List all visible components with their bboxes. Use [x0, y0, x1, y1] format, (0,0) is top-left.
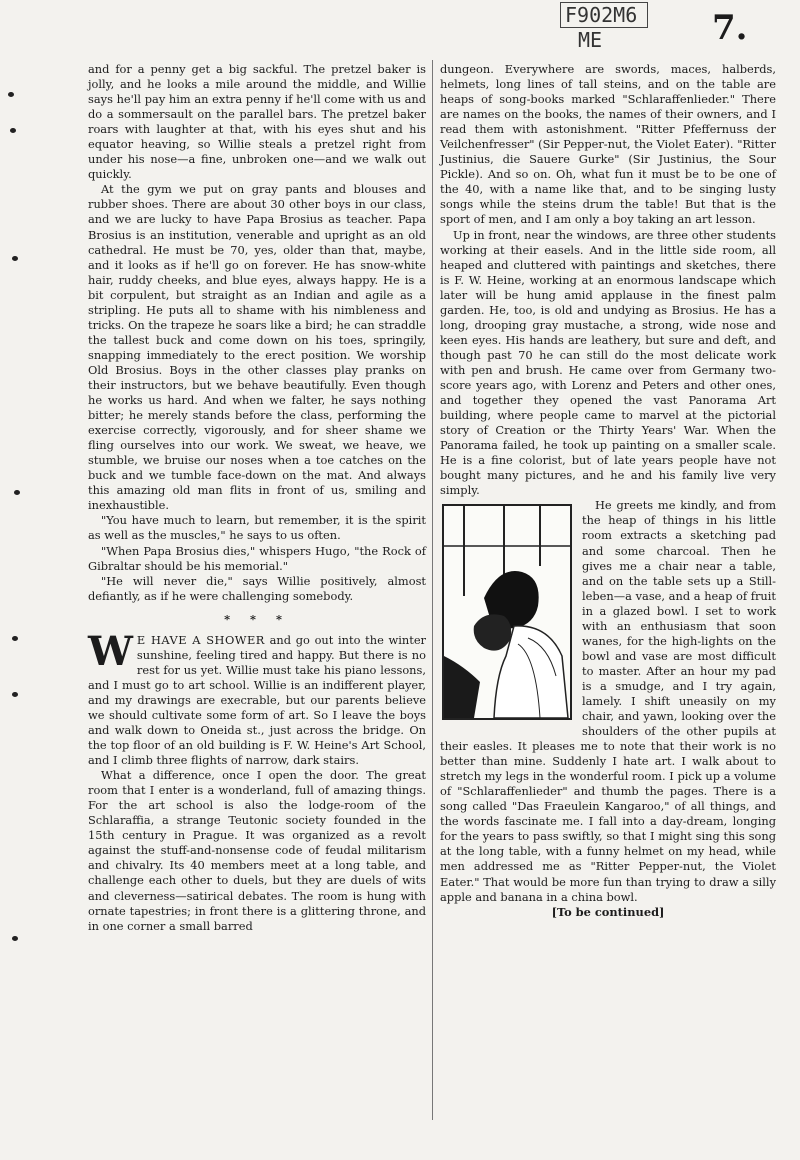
page-number: 7.	[712, 8, 748, 48]
to-be-continued: [To be continued]	[551, 904, 665, 919]
margin-mark	[12, 936, 18, 941]
column-rule	[432, 60, 433, 1120]
right-column	[440, 62, 776, 920]
margin-mark	[12, 256, 18, 261]
paragraph: "He will never die," says Willie positively, almost defiantly, as if he were challenging somebody.	[88, 573, 426, 603]
art-student-sketch-icon	[444, 506, 570, 718]
section-separator: * * *	[224, 611, 290, 626]
margin-mark	[14, 490, 20, 495]
lead-in: E HAVE A SHOWER	[136, 632, 265, 647]
paragraph: Up in front, near the windows, are three other students working at their easels. And in the little side room, all heaped and cluttered with paintings and sketches, there is F. W. Heine, working at an enormous landscape which later will be hung amid applause in the finest palm garden. He, too, is old and undying as Brosius. He has a long, drooping gray mustache, a strong, wide nose and keen eyes. His hands are leathery, but sure and deft, and though past 70 he can still do the most delicate work with pen and brush. He came over from Germany two-score years ago, with Lorenz and Peters and other ones, and together they opened the vast Panorama Art building, where people came to marvel at the pictorial story of Creation or the Thirty Years' War. When the Panorama failed, he took up painting on a smaller scale. He is a fine colorist, but of late years people have not bought many pictures, and he and his family live very simply.	[440, 227, 776, 498]
paragraph-text: He greets me kindly, and from the heap of things in his little room extracts a sketching pad and some charcoal. Then he gives me a chair near a table, and on the table sets up a Still-leben—a vase, and a heap of fruit in a glazed bowl. I set to work with an enthusiasm that soon wanes, for the high-lights on the bowl and vase are most difficult to master. After an hour my pad is a smudge, and I try again, lamely. I shift uneasily on my chair, and yawn, looking over the shoulders of the other pupils at their easles. It pleases me to note that their work is no better than mine. Suddenly I hate art. I walk about to stretch my legs in the wonderful room. I pick up a volume of "Schlaraffenlieder" and thumb the pages. There is a song called "Das Fraeulein Kangaroo," of all things, and the words fascinate me. I fall into a day-dream, longing for the years to pass swiftly, so that I might sing this song at the long table, with a funny helmet on my head, while men addressed me as "Ritter Pepper-nut, the Violet Eater." That would be more fun than trying to draw a silly apple and banana in a china bowl.	[440, 498, 776, 904]
paragraph-with-illustration	[440, 498, 776, 904]
paragraph: What a difference, once I open the door. The great room that I enter is a wonderland, full of amazing things. For the art school is also the lodge-room of the Schlaraffia, a strange Teutonic society founded in the 15th century in Prague. It was organized as a revolt against the stuff-and-nonsense code of feudal militarism and chivalry. Its 40 members meet at a long table, and challenge each other to duels, but they are duels of wits and cleverness—satirical debates. The room is hung with ornate tapestries; in front there is a glittering throne, and in one corner a small barred	[88, 768, 426, 933]
drop-cap: W	[88, 627, 133, 675]
paragraph: At the gym we put on gray pants and blouses and rubber shoes. There are about 30 other boys in our class, and we are lucky to have Papa Brosius as teacher. Papa Brosius is an institution, venerable and upright as an old cathedral. He must be 70, yes, older than that, maybe, and it looks as if he'll go on forever. He has snow-white hair, ruddy cheeks, and blue eyes, always happy. He is a bit corpulent, but straight as an Indian and agile as a stripling. He puts all to shame with his nimbleness and tricks. On the trapeze he soars like a bird; he can straddle the tallest buck and come down on his toes, springily, snapping immediately to the erect position. We worship Old Brosius. Boys in the other classes play pranks on their instructors, but we behave beautifully. Even though he works us hard. And when we falter, he says nothing bitter; he merely stands before the class, performing the exercise correctly, vigorously, and for sheer shame we fling ourselves into our work. We sweat, we heave, we stumble, we bruise our noses when a toe catches on the buck and we tumble face-down on the mat. And always this amazing old man flits in front of us, smiling and inexhaustible.	[88, 182, 426, 513]
paragraph: "You have much to learn, but remember, it is the spirit as well as the muscles," he says to us often.	[88, 513, 426, 543]
catalog-stamp-line2: ME	[578, 28, 603, 52]
margin-mark	[8, 92, 14, 97]
illustration	[442, 504, 572, 720]
paragraph-text: and go out into the winter sunshine, feeling tired and happy. But there is no rest for us yet. Willie must take his piano lessons, and I must go to art school. Willie is an indifferent player, and my drawings are execrable, but our parents believe we should cultivate some form of art. So I leave the boys and walk down to Oneida st., just across the bridge. On the top floor of an old building is F. W. Heine's Art School, and I climb three flights of narrow, dark stairs.	[88, 632, 427, 768]
catalog-stamp-line1: F902M6	[560, 2, 648, 28]
section-opening-paragraph	[88, 627, 427, 768]
left-column	[88, 62, 426, 934]
paragraph: "When Papa Brosius dies," whispers Hugo, "the Rock of Gibraltar should be his memorial."	[88, 543, 426, 573]
paragraph: dungeon. Everywhere are swords, maces, halberds, helmets, long lines of tall steins, and on the table are heaps of song-books marked "Schlaraffenlieder." There are names on the books, the names of their owners, and I read them with astonishment. "Ritter Pfeffernuss der Veilchenfresser" (Sir Pepper-nut, the Violet Eater). "Ritter Justinius, die Sauere Gurke" (Sir Justinius, the Sour Pickle). And so on. Oh, what fun it must be to be one of the 40, with a name like that, and to be singing lusty songs while the steins drum the table! But that is the sport of men, and I am only a boy taking an art lesson.	[440, 62, 776, 227]
margin-mark	[12, 636, 18, 641]
paragraph: and for a penny get a big sackful. The pretzel baker is jolly, and he looks a mile around the middle, and Willie says he'll pay him an extra penny if he'll come with us and do a sommersault on the parallel bars. The pretzel baker roars with laughter at that, with his eyes shut and his equator heaving, so Willie steals a pretzel right from under his nose—a fine, unbroken one—and we walk out quickly.	[88, 62, 426, 182]
catalog-stamp	[560, 2, 650, 54]
margin-mark	[12, 692, 18, 697]
margin-mark	[10, 128, 16, 133]
